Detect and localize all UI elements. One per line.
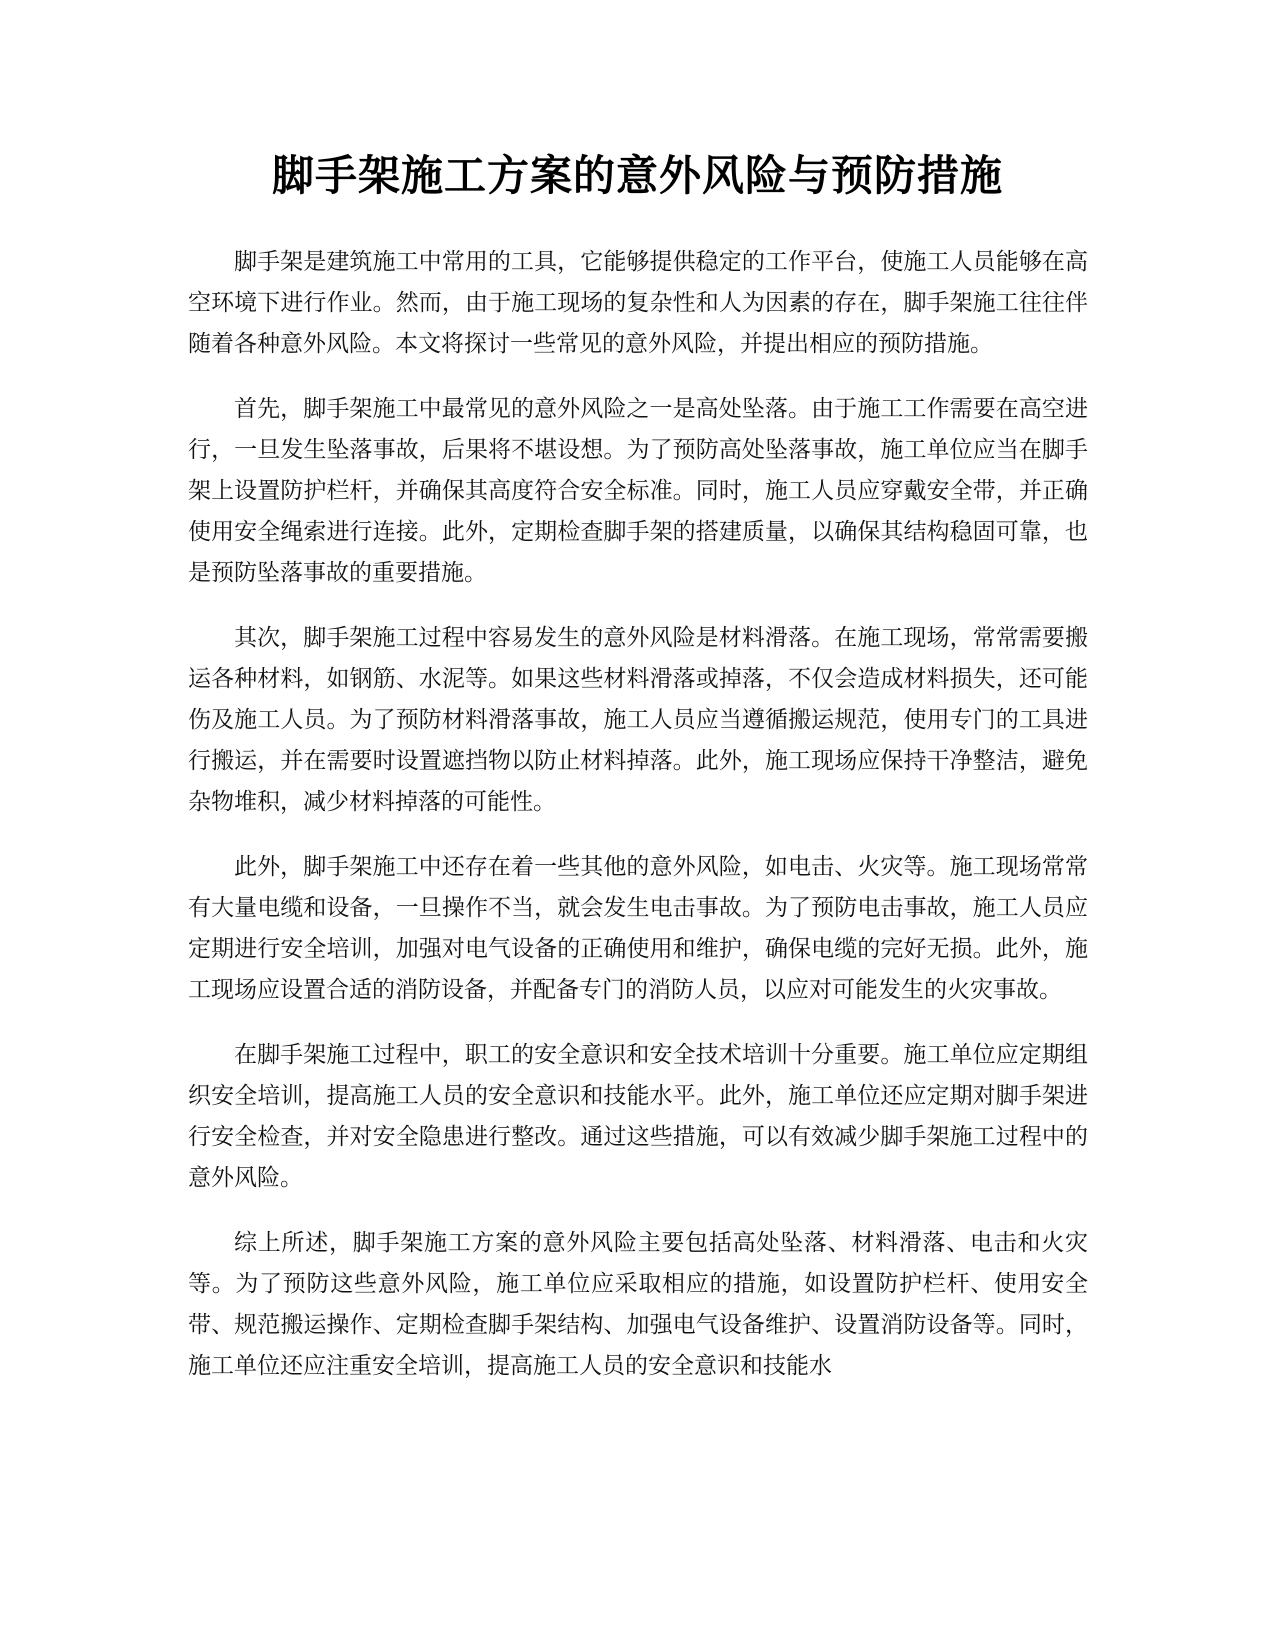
paragraph-fall-risk: 首先，脚手架施工中最常见的意外风险之一是高处坠落。由于施工工作需要在高空进行，一旦发生坠落事故，后果将不堪设想。为了预防高处坠落事故，施工单位应当在脚手架上设置防护栏杆，并确保其高度符合安全标准。同时，施工人员应穿戴安全带，并正确使用安全绳索进行连接。此外，定期检查脚手架的搭建质量，以确保其结构稳固可靠，也是预防坠落事故的重要措施。 (188, 396, 1088, 586)
paragraph-training: 在脚手架施工过程中，职工的安全意识和安全技术培训十分重要。施工单位应定期组织安全培训，提高施工人员的安全意识和技能水平。此外，施工单位还应定期对脚手架进行安全检查，并对安全隐患进行整改。通过这些措施，可以有效减少脚手架施工过程中的意外风险。 (188, 1042, 1088, 1191)
paragraph-summary: 综上所述，脚手架施工方案的意外风险主要包括高处坠落、材料滑落、电击和火灾等。为了预防这些意外风险，施工单位应采取相应的措施，如设置防护栏杆、使用安全带、规范搬运操作、定期检查脚手架结构、加强电气设备维护、设置消防设备等。同时，施工单位还应注重安全培训，提高施工人员的安全意识和技能水 (188, 1230, 1088, 1379)
document-title: 脚手架施工方案的意外风险与预防措施 (271, 151, 1003, 200)
paragraph-intro: 脚手架是建筑施工中常用的工具，它能够提供稳定的工作平台，使施工人员能够在高空环境下进行作业。然而，由于施工现场的复杂性和人为因素的存在，脚手架施工往往伴随着各种意外风险。本文将探讨一些常见的意外风险，并提出相应的预防措施。 (188, 249, 1088, 357)
paragraph-material-risk: 其次，脚手架施工过程中容易发生的意外风险是材料滑落。在施工现场，常常需要搬运各种材料，如钢筋、水泥等。如果这些材料滑落或掉落，不仅会造成材料损失，还可能伤及施工人员。为了预防材料滑落事故，施工人员应当遵循搬运规范，使用专门的工具进行搬运，并在需要时设置遮挡物以防止材料掉落。此外，施工现场应保持干净整洁，避免杂物堆积，减少材料掉落的可能性。 (188, 625, 1088, 815)
document-body (188, 242, 1088, 1411)
paragraph-electric-fire-risk: 此外，脚手架施工中还存在着一些其他的意外风险，如电击、火灾等。施工现场常常有大量电缆和设备，一旦操作不当，就会发生电击事故。为了预防电击事故，施工人员应定期进行安全培训，加强对电气设备的正确使用和维护，确保电缆的完好无损。此外，施工现场应设置合适的消防设备，并配备专门的消防人员，以应对可能发生的火灾事故。 (188, 854, 1088, 1003)
